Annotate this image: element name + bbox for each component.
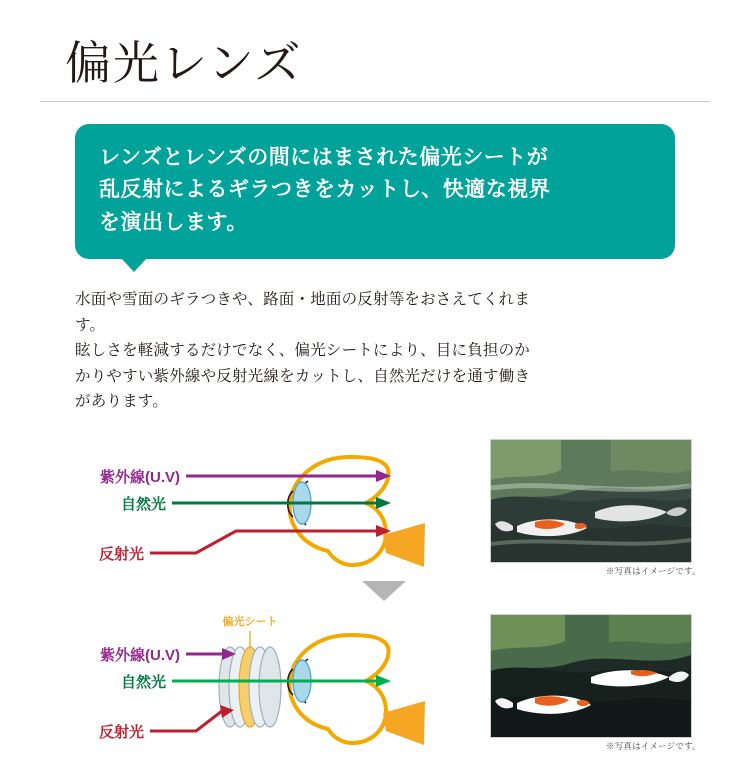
callout-line-2: 乱反射によるギラつきをカットし、快適な視界: [99, 178, 551, 202]
label-uv-top: 紫外線(U.V): [100, 469, 180, 487]
label-polarized-sheet: 偏光シート: [222, 616, 278, 629]
label-reflect-top: 反射光: [98, 546, 144, 564]
label-uv-bottom: 紫外線(U.V): [100, 647, 180, 665]
photo-koi-glare: [491, 440, 691, 562]
callout-line-1: レンズとレンズの間にはまされた偏光シートが: [99, 145, 549, 169]
photo-without-polarized: [490, 439, 692, 563]
body-description: [75, 287, 675, 415]
photo-koi-clear: [491, 615, 691, 737]
highlight-callout: [75, 124, 675, 260]
photo-caption-top: ※写真はイメージです。: [606, 566, 701, 577]
photo-caption-bottom: ※写真はイメージです。: [606, 741, 701, 752]
title-divider: [40, 101, 710, 102]
body-line-4: かりやすい紫外線や反射光線をカットし、自然光だけを通す働き: [75, 367, 531, 385]
body-line-2: す。: [75, 316, 106, 334]
label-reflect-bottom: 反射光: [98, 724, 144, 742]
body-line-1: 水面や雪面のギラつきや、路面・地面の反射等をおさえてくれま: [75, 291, 530, 309]
callout-line-3: を演出します。: [99, 210, 248, 234]
body-line-3: 眩しさを軽減するだけでなく、偏光シートにより、目に負担のか: [75, 342, 530, 360]
body-line-5: があります。: [75, 393, 168, 411]
callout-tail: [121, 258, 147, 272]
flow-arrow-icon: [362, 581, 406, 601]
page-title: 偏光レンズ: [65, 37, 303, 89]
diagram-section: [40, 429, 710, 759]
label-natural-bottom: 自然光: [120, 674, 166, 692]
photo-with-polarized: [490, 614, 692, 738]
polarized-lens-stack: [219, 647, 281, 727]
diagram-without-sheet: [50, 439, 470, 579]
diagram-with-sheet: [50, 609, 470, 759]
label-natural-top: 自然光: [120, 496, 166, 514]
